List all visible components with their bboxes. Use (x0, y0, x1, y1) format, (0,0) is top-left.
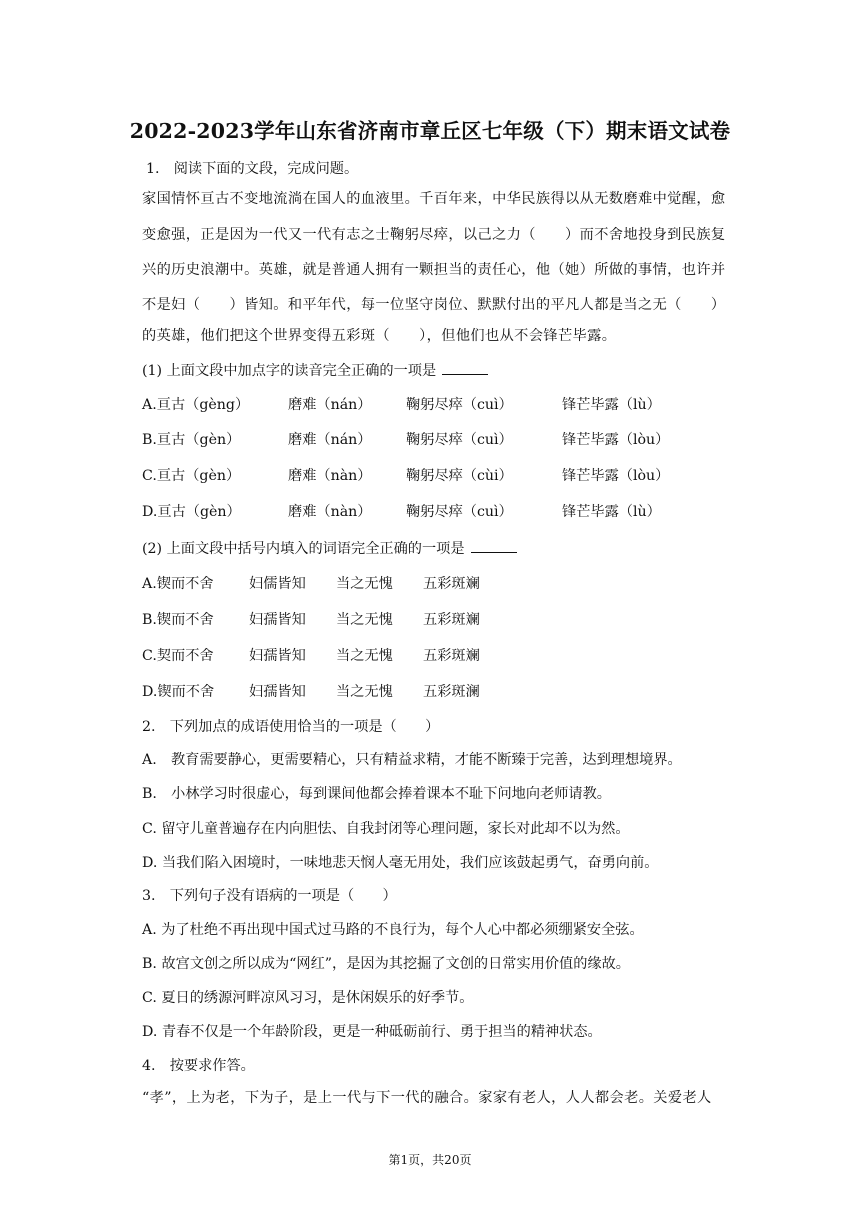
q1-sub2-option-d-1: D.锲而不舍 (142, 684, 215, 700)
q1-sub2-text: (2) 上面文段中括号内填入的词语完全正确的一项是 (142, 541, 465, 557)
q1-sub2-option-a-1: A.锲而不舍 (142, 576, 214, 592)
q3-option-a: A. 为了杜绝不再出现中国式过马路的不良行为，每个人心中都必须绷紧安全弦。 (142, 922, 644, 938)
q1-sub1-option-d-2: 磨难（nàn） (288, 504, 372, 520)
q1-sub2-option-b-3: 当之无愧 (336, 612, 393, 628)
q1-sub1-option-a-1: A.亘古（gèng） (142, 397, 250, 413)
q1-sub1-option-c-1: C.亘古（gèn） (142, 468, 241, 484)
q1-sub1-option-c-2: 磨难（nàn） (288, 468, 372, 484)
question-3-heading: 3. 下列句子没有语病的一项是（ ） (142, 888, 397, 904)
q2-option-c: C. 留守儿童普遍存在内向胆怯、自我封闭等心理问题，家长对此却不以为然。 (142, 821, 630, 837)
answer-blank[interactable] (442, 362, 488, 375)
q4-passage-line-1: “孝”，上为老，下为子，是上一代与下一代的融合。家家有老人，人人都会老。关爱老人 (142, 1090, 712, 1106)
q1-passage-line-2: 变愈强，正是因为一代又一代有志之士鞠躬尽瘁，以己之力（ ）而不舍地投身到民族复 (142, 227, 726, 243)
q1-passage-line-4: 不是妇（ ）皆知。和平年代，每一位坚守岗位、默默付出的平凡人都是当之无（ ） (142, 297, 726, 313)
page-title: 2022-2023学年山东省济南市章丘区七年级（下）期末语文试卷 (129, 119, 731, 143)
q1-sub2-option-d-4: 五彩斑澜 (423, 684, 480, 700)
q1-sub2-option-a-2: 妇儒皆知 (249, 576, 306, 592)
q1-sub1-prompt (142, 360, 488, 380)
q1-sub1-option-b-4: 锋芒毕露（lòu） (562, 432, 670, 448)
q1-sub1-option-a-2: 磨难（nán） (288, 397, 372, 413)
q1-sub1-option-d-1: D.亘古（gèn） (142, 504, 241, 520)
answer-blank[interactable] (471, 540, 517, 553)
q1-sub2-option-c-2: 妇孺皆知 (249, 648, 306, 664)
q1-sub2-option-a-4: 五彩斑斓 (423, 576, 480, 592)
q1-sub1-option-c-3: 鞠躬尽瘁（cùi） (406, 468, 513, 484)
q1-sub1-option-b-3: 鞠躬尽瘁（cuì） (406, 432, 513, 448)
q1-sub1-option-a-3: 鞠躬尽瘁（cuì） (406, 397, 513, 413)
q1-sub2-option-b-1: B.锲而不舍 (142, 612, 214, 628)
q1-sub2-option-a-3: 当之无愧 (336, 576, 393, 592)
q1-passage-line-1: 家国情怀亘古不变地流淌在国人的血液里。千百年来，中华民族得以从无数磨难中觉醒，愈 (142, 191, 726, 207)
q1-sub1-option-d-4: 锋芒毕露（lù） (562, 504, 661, 520)
q2-option-b: B. 小林学习时很虚心，每到课间他都会捧着课本不耻下问地向老师请教。 (142, 786, 611, 802)
q1-sub1-option-c-4: 锋芒毕露（lòu） (562, 468, 670, 484)
q1-sub2-option-c-1: C.契而不舍 (142, 648, 214, 664)
q1-sub1-option-b-1: B.亘古（gèn） (142, 432, 241, 448)
q1-sub1-option-b-2: 磨难（nán） (288, 432, 372, 448)
q3-option-b: B. 故宫文创之所以成为“网红”，是因为其挖掘了文创的日常实用价值的缘故。 (142, 956, 630, 972)
q1-passage-line-5: 的英雄，他们把这个世界变得五彩斑（ ），但他们也从不会锋芒毕露。 (142, 328, 617, 344)
q1-sub1-option-a-4: 锋芒毕露（lù） (562, 397, 661, 413)
q1-sub1-option-d-3: 鞠躬尽瘁（cuì） (406, 504, 513, 520)
q3-option-d: D. 青春不仅是一个年龄阶段，更是一种砥砺前行、勇于担当的精神状态。 (142, 1024, 602, 1040)
q1-passage-line-3: 兴的历史浪潮中。英雄，就是普通人拥有一颗担当的责任心，他（她）所做的事情，也许并 (142, 262, 726, 278)
q1-sub2-option-d-2: 妇孺皆知 (249, 684, 306, 700)
q1-sub2-option-d-3: 当之无愧 (336, 684, 393, 700)
q1-sub2-prompt (142, 538, 517, 558)
page-footer: 第1页，共20页 (388, 1153, 472, 1167)
question-1-heading: 1. 阅读下面的文段，完成问题。 (146, 161, 359, 177)
question-4-heading: 4. 按要求作答。 (142, 1058, 255, 1074)
q3-option-c: C. 夏日的绣源河畔凉风习习，是休闲娱乐的好季节。 (142, 990, 474, 1006)
q1-sub2-option-b-2: 妇孺皆知 (249, 612, 306, 628)
q1-sub2-option-c-3: 当之无愧 (336, 648, 393, 664)
q1-sub2-option-b-4: 五彩斑斓 (423, 612, 480, 628)
q2-option-a: A. 教育需要静心，更需要精心，只有精益求精，才能不断臻于完善，达到理想境界。 (142, 752, 682, 768)
q2-option-d: D. 当我们陷入困境时，一味地悲天悯人毫无用处，我们应该鼓起勇气，奋勇向前。 (142, 855, 659, 871)
question-2-heading: 2. 下列加点的成语使用恰当的一项是（ ） (142, 719, 440, 735)
q1-sub1-text: (1) 上面文段中加点字的读音完全正确的一项是 (142, 363, 437, 379)
q1-sub2-option-c-4: 五彩斑斓 (423, 648, 480, 664)
